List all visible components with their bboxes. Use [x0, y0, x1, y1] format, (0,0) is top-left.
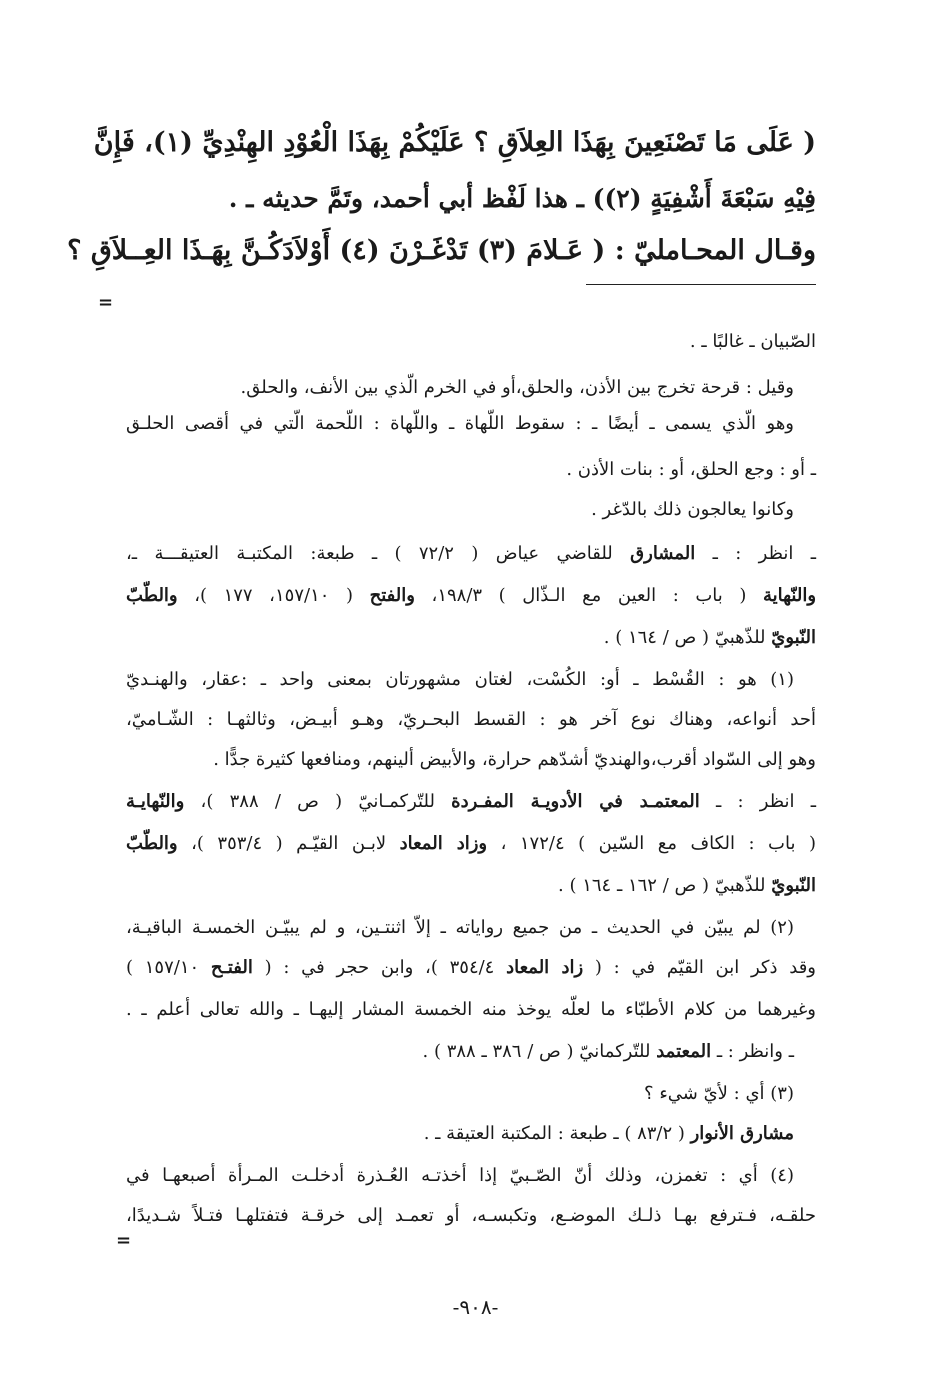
- footnote-line: والنّهاية ( باب : العين مع الـذّال ) ١٩٨/٣، والفتح ( ١٥٧/١٠، ١٧٧ )، والطّبّ: [126, 585, 817, 606]
- footnote-line: ـ انظر : ـ المعتمـد في الأدويـة المفـردة للتّركمـانيّ ( ص / ٣٨٨ )، والنّهايـة: [126, 791, 816, 812]
- footnote-2-line: وقد ذكر ابن القيّم في : ( زاد المعاد ٣٥٤/٤ )، وابن حجر في : ( الفتـح ١٥٧/١٠ ): [126, 957, 817, 978]
- footnote-1-line: وهو إلى السّواد أقرب،والهنديّ أشدّهم حرارة، والأبيض ألينهم، ومنافعها كثيرة جدًّا .: [213, 749, 816, 770]
- footnote-line: وكانوا يعالجون ذلك بالدّغر .: [591, 499, 794, 520]
- footnote-4-line: حلقـه، فـترفع بهـا ذلـك الموضـع، وتكبسـه، أو تعمـد إلى خرقـة فتفتلهـا فتـلاً شـديدًا،: [126, 1205, 816, 1226]
- footnote-line: ـ وانظر : ـ المعتمد للتّركمانيّ ( ص / ٣٨٦ ـ ٣٨٨ ) .: [422, 1041, 794, 1062]
- footnote-4-line: (٤) أي : تغمزن، وذلك أنّ الصّـبيّ إذا أخذتـه العُـذرة أدخلـت المـرأة أصبعهـا في: [126, 1165, 794, 1186]
- main-text-line-3: وقـال المحـامليّ : ( عَـلامَ (٣) تَدْغَـرْنَ (٤) أَوْلاَدَكُـنَّ بِهَـذَا العِــلاَقِ ؟: [67, 235, 816, 266]
- footnote-line: ( باب : الكاف مع السّين ) ١٧٢/٤ ، وزاد المعاد لابـن القيّـم ( ٣٥٣/٤ )، والطّبّ: [126, 833, 816, 854]
- footnote-separator: [586, 284, 816, 285]
- footnote-line: مشارق الأنوار ( ٨٣/٢ ) ـ طبعة : المكتبة العتيقة ـ .: [423, 1123, 794, 1144]
- footnote-line: النّبويّ للذّهبيّ ( ص / ١٦٢ ـ ١٦٤ ) .: [558, 875, 816, 896]
- main-text-line-2: فِيْهِ سَبْعَةَ أَشْفِيَةٍ (٢)) ـ هذا لَفْظ أبي أحمد، وتَمَّ حديثه ـ .: [228, 184, 816, 213]
- footnote-1-line: (١) هو : القُسْط ـ أو: الكُسْت، لغتان مشهورتان بمعنى واحد ـ :عقار، والهنـديّ: [126, 669, 794, 690]
- main-text-line-1: ( عَلَى مَا تَصْنَعِينَ بِهَذَا العِلاَقِ ؟ عَلَيْكُمْ بِهَذَا الْعُوْدِ الهِنْدِيِّ (١)، فَإِنَّ: [93, 127, 816, 158]
- continuation-mark-bottom: =: [116, 1230, 132, 1251]
- footnote-2-line: (٢) لم يبيّن في الحديث ـ من جميع رواياته ـ إلاّ اثنتـين، و لم يبيّـن الخمسـة الباقيـة،: [126, 917, 794, 938]
- footnote-line: ـ انظر : ـ المشارق للقاضي عياض ( ٧٢/٢ ) ـ طبعة: المكتبـة العتيقـــة ـ،: [126, 543, 816, 564]
- footnote-line: النّبويّ للذّهبيّ ( ص / ١٦٤ ) .: [603, 627, 816, 648]
- footnote-3-line: (٣) أي : لأيّ شيء ؟: [644, 1083, 794, 1104]
- footnote-1-line: أحد أنواعه، وهناك نوع آخر هو : القسط البحـريّ، وهـو أبيـض، وثالثهـا : الشّـاميّ،: [126, 709, 816, 730]
- page-number: -٩٠٨-: [452, 1295, 499, 1319]
- footnote-line: ـ أو : وجع الحلق، أو : بنات الأذن .: [566, 459, 816, 480]
- footnote-line: وهو الّذي يسمى ـ أيضًا ـ : سقوط اللّهاة ـ واللّهاة : اللّحمة الّتي في أقصى الحلـق: [126, 413, 794, 434]
- footnote-line: الصّبيان ـ غالبًا ـ .: [689, 331, 816, 352]
- footnote-line: وقيل : قرحة تخرج بين الأذن، والحلق،أو في الخرم الّذي بين الأنف، والحلق.: [240, 377, 794, 398]
- footnote-2-line: وغيرهما من كلام الأطبّاء ما لعلّه يوخذ منه الخمسة المشار إليهـا ـ والله تعالى أعلم ـ .: [126, 999, 816, 1020]
- continuation-mark-top: =: [98, 292, 114, 313]
